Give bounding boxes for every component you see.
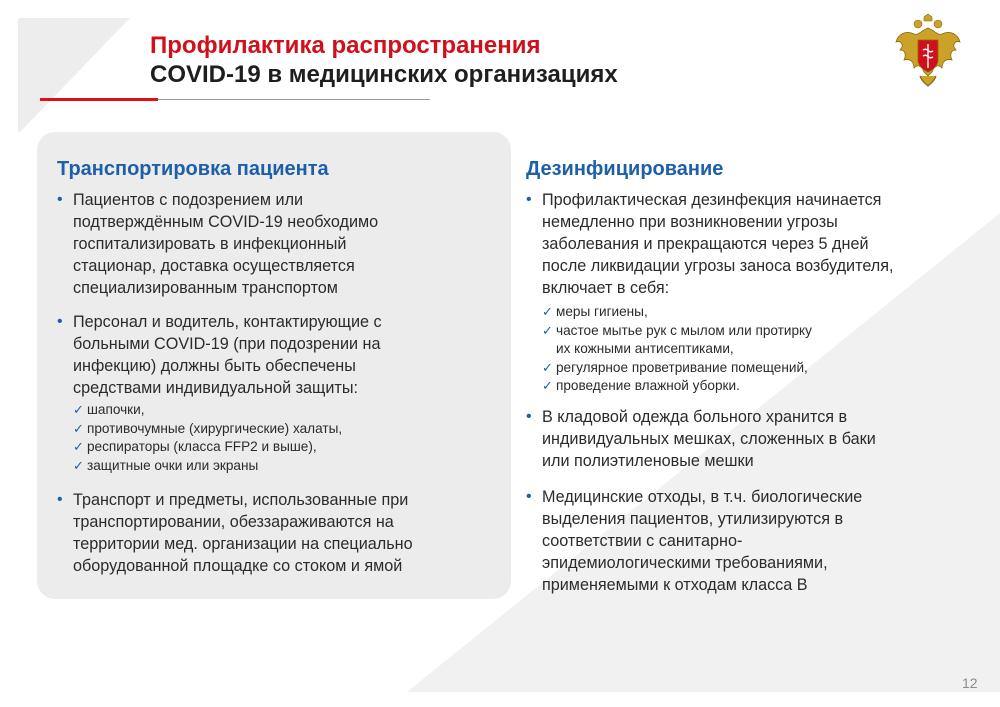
text-line: эпидемиологическими требованиями,: [542, 553, 828, 572]
check-item: [526, 322, 966, 359]
text-line: • Персонал и водитель, контактирующие с: [73, 313, 382, 331]
check-icon: ✓: [542, 359, 553, 375]
text-line: средствами индивидуальной защиты:: [73, 379, 358, 397]
check-icon: ✓: [73, 402, 84, 417]
text-line: • Профилактическая дезинфекция начинается: [542, 191, 882, 209]
page-title: [150, 31, 618, 89]
transport-section: [57, 156, 507, 577]
check-icon: ✓: [542, 378, 553, 393]
bullet-item: [526, 406, 966, 472]
text-line: • В кладовой одежда больного хранится в: [542, 407, 848, 426]
text-line: немедленно при возникновении угрозы: [542, 213, 838, 231]
text-line: • Транспорт и предметы, использованные при: [73, 491, 409, 509]
disinfection-check-list: [526, 303, 966, 396]
check-label: шапочки,: [87, 402, 145, 417]
text-line: специализированным транспортом: [73, 279, 338, 297]
text-line: госпитализировать в инфекционный: [73, 235, 347, 253]
check-label: противочумные (хирургические) халаты,: [87, 420, 343, 436]
bullet-item: [57, 189, 507, 299]
check-icon: ✓: [542, 304, 553, 319]
text-line: после ликвидации угрозы заноса возбудителя,: [542, 257, 894, 275]
text-line: инфекцию) должны быть обеспечены: [73, 357, 356, 375]
double-headed-eagle-emblem-icon: [892, 14, 964, 88]
text-line: больными COVID-19 (при подозрении на: [73, 335, 381, 353]
check-icon: ✓: [73, 439, 84, 454]
check-item: [526, 377, 966, 396]
page-title-line1: Профилактика распространения: [150, 32, 541, 59]
check-icon: ✓: [542, 322, 553, 338]
text-line: оборудованной площадке со стоком и ямой: [73, 557, 403, 575]
text-line: или полиэтиленовые мешки: [542, 451, 754, 470]
check-item: [526, 359, 966, 378]
bullet-item: [57, 311, 507, 399]
text-line: стационар, доставка осуществляется: [73, 257, 355, 275]
check-label: их кожными антисептиками,: [556, 341, 734, 356]
bullet-item: [526, 189, 966, 299]
check-label: защитные очки или экраны: [87, 457, 259, 473]
section-heading: Транспортировка пациента: [57, 158, 329, 180]
text-line: применяемыми к отходам класса В: [542, 575, 808, 594]
text-line: • Медицинские отходы, в т.ч. биологические: [542, 487, 863, 506]
text-line: соответствии с санитарно-: [542, 531, 743, 550]
check-label: меры гигиены,: [556, 304, 648, 319]
ppe-check-list: [57, 401, 507, 475]
text-line: • Пациентов с подозрением или: [73, 191, 304, 209]
text-line: транспортировании, обеззараживаются на: [73, 513, 394, 531]
check-item: [57, 457, 507, 476]
bullet-item: [57, 489, 507, 577]
check-label: регулярное проветривание помещений,: [556, 359, 808, 375]
text-line: включает в себя:: [542, 279, 670, 297]
text-line: выделения пациентов, утилизируются в: [542, 509, 844, 528]
check-item: [57, 438, 507, 457]
bullet-item: [526, 486, 966, 596]
check-item: [57, 420, 507, 439]
page-number: 12: [962, 675, 978, 691]
check-label: частое мытье рук с мылом или протирку: [556, 322, 812, 338]
text-line: индивидуальных мешках, сложенных в баки: [542, 429, 876, 448]
text-line: территории мед. организации на специально: [73, 535, 413, 553]
title-underline-red: [40, 98, 158, 101]
check-item: [526, 303, 966, 322]
text-line: заболевания и прекращаются через 5 дней: [542, 235, 869, 253]
text-line: подтверждённым COVID-19 необходимо: [73, 213, 379, 231]
title-underline-grey: [158, 99, 430, 100]
check-label: респираторы (класса FFP2 и выше),: [87, 439, 317, 454]
check-icon: ✓: [73, 420, 84, 436]
section-heading: Дезинфицирование: [526, 158, 724, 180]
check-icon: ✓: [73, 457, 84, 473]
disinfection-section: [526, 156, 966, 596]
check-item: [57, 401, 507, 420]
page-title-line2: COVID-19 в медицинских организациях: [150, 61, 618, 88]
check-label: проведение влажной уборки.: [556, 378, 740, 393]
